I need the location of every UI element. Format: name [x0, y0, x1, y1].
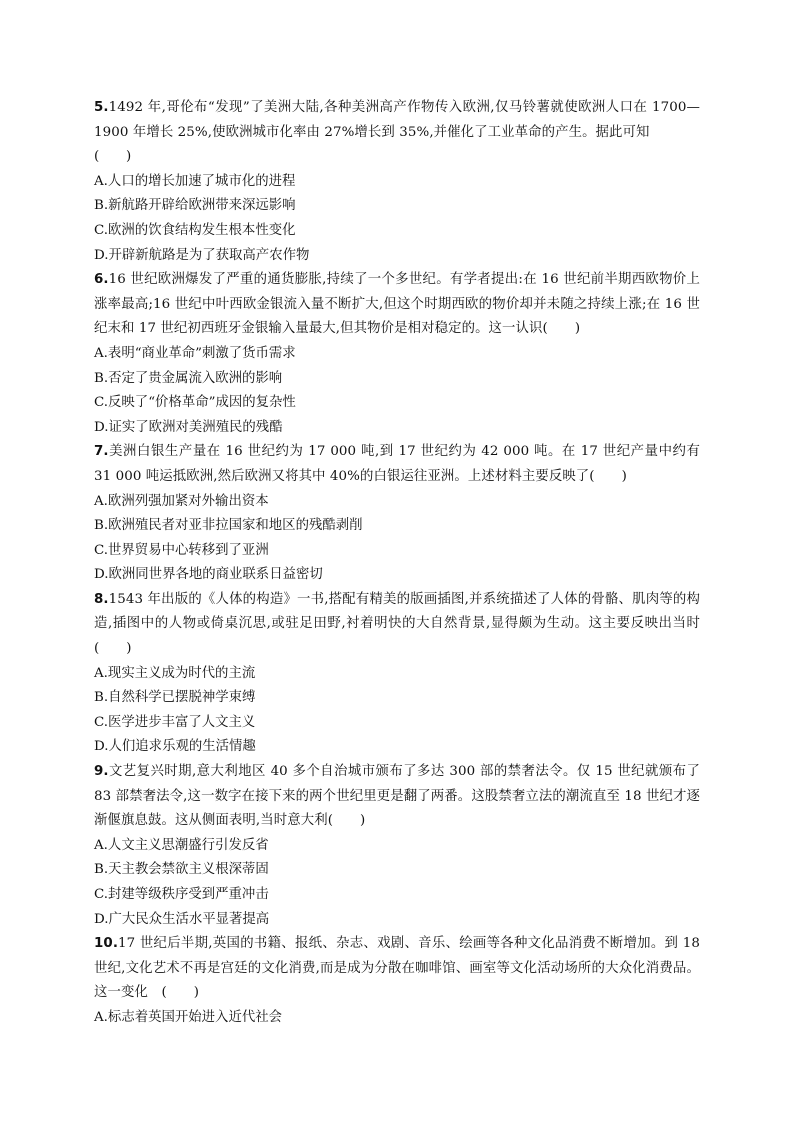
option-b: B.新航路开辟给欧洲带来深远影响 [94, 198, 296, 214]
option-a: A.欧洲列强加紧对外输出资本 [94, 493, 269, 509]
option-d: D.欧洲同世界各地的商业联系日益密切 [94, 567, 323, 583]
option-c: C.医学进步丰富了人文主义 [94, 714, 256, 730]
question-10 [94, 932, 700, 1030]
question-number: 10. [94, 936, 119, 952]
option-a: A.标志着英国开始进入近代社会 [94, 1009, 283, 1025]
question-stem [94, 932, 700, 1006]
question-stem [94, 440, 700, 489]
option-b: B.否定了贵金属流入欧洲的影响 [94, 370, 283, 386]
question-stem [94, 760, 700, 834]
question-number: 9. [94, 764, 109, 780]
option-d: D.广大民众生活水平显著提高 [94, 911, 270, 927]
question-stem [94, 588, 700, 662]
question-number: 5. [94, 100, 109, 115]
question-text: 1543 年出版的《人体的构造》一书,搭配有精美的版画插图,并系统描述了人体的骨骼、肌肉等的构造,插图中的人物或倚桌沉思,或驻足田野,衬着明快的大自然背景,显得颇为生动。这主要反映出当时( ) [94, 591, 700, 657]
question-stem [94, 96, 700, 145]
option-c: C.欧洲的饮食结构发生根本性变化 [94, 222, 296, 238]
question-stem [94, 268, 700, 342]
option-c: C.反映了“价格革命”成因的复杂性 [94, 395, 296, 411]
option-a: A.表明“商业革命”刺激了货币需求 [94, 345, 296, 361]
question-text: 17 世纪后半期,英国的书籍、报纸、杂志、戏剧、音乐、绘画等各种文化品消费不断增加。到 18 世纪,文化艺术不再是宫廷的文化消费,而是成为分散在咖啡馆、画室等文化活动场所的大众化消费品。这一变化 ( ) [94, 936, 700, 1001]
option-d: D.证实了欧洲对美洲殖民的残酷 [94, 419, 283, 435]
option-b: B.欧洲殖民者对亚非拉国家和地区的残酷剥削 [94, 518, 363, 534]
question-text: 16 世纪欧洲爆发了严重的通货膨胀,持续了一个多世纪。有学者提出:在 16 世纪前半期西欧物价上涨率最高;16 世纪中叶西欧金银流入量不断扩大,但这个时期西欧的物价却并未随之持续上涨;在 16 世纪末和 17 世纪初西班牙金银输入量最大,但其物价是相对稳定的。这一认识( ) [94, 272, 700, 337]
option-c: C.封建等级秩序受到严重冲击 [94, 887, 269, 902]
question-9 [94, 760, 700, 932]
option-a: A.人口的增长加速了城市化的进程 [94, 173, 296, 189]
question-5 [94, 96, 700, 268]
answer-bracket: ( ) [94, 149, 132, 165]
question-8 [94, 588, 700, 760]
option-d: D.开辟新航路是为了获取高产农作物 [94, 247, 310, 263]
option-b: B.自然科学已摆脱神学束缚 [94, 690, 256, 706]
option-c: C.世界贸易中心转移到了亚洲 [94, 542, 269, 558]
option-b: B.天主教会禁欲主义根深蒂固 [94, 862, 269, 878]
option-a: A.现实主义成为时代的主流 [94, 665, 256, 681]
question-list [94, 96, 700, 1031]
option-a: A.人文主义思潮盛行引发反省 [94, 837, 269, 853]
question-number: 8. [94, 591, 109, 607]
question-text: 美洲白银生产量在 16 世纪约为 17 000 吨,到 17 世纪约为 42 000 吨。在 17 世纪产量中约有 31 000 吨运抵欧洲,然后欧洲又将其中 40%的白银运往亚洲。上述材料主要反映了( ) [94, 444, 700, 484]
question-number: 7. [94, 444, 109, 460]
question-6 [94, 268, 700, 440]
option-d: D.人们追求乐观的生活情趣 [94, 739, 256, 755]
question-text: 1492 年,哥伦布“发现”了美洲大陆,各种美洲高产作物传入欧洲,仅马铃薯就使欧洲人口在 1700—1900 年增长 25%,使欧洲城市化率由 27%增长到 35%,并催化了工业革命的产生。据此可知 [94, 100, 700, 140]
question-7 [94, 440, 700, 588]
question-text: 文艺复兴时期,意大利地区 40 多个自治城市颁布了多达 300 部的禁奢法令。仅 15 世纪就颁布了 83 部禁奢法令,这一数字在接下来的两个世纪里更是翻了两番。这股禁奢立法的潮流直至 18 世纪才逐渐偃旗息鼓。这从侧面表明,当时意大利( ) [94, 764, 700, 829]
question-number: 6. [94, 272, 109, 288]
